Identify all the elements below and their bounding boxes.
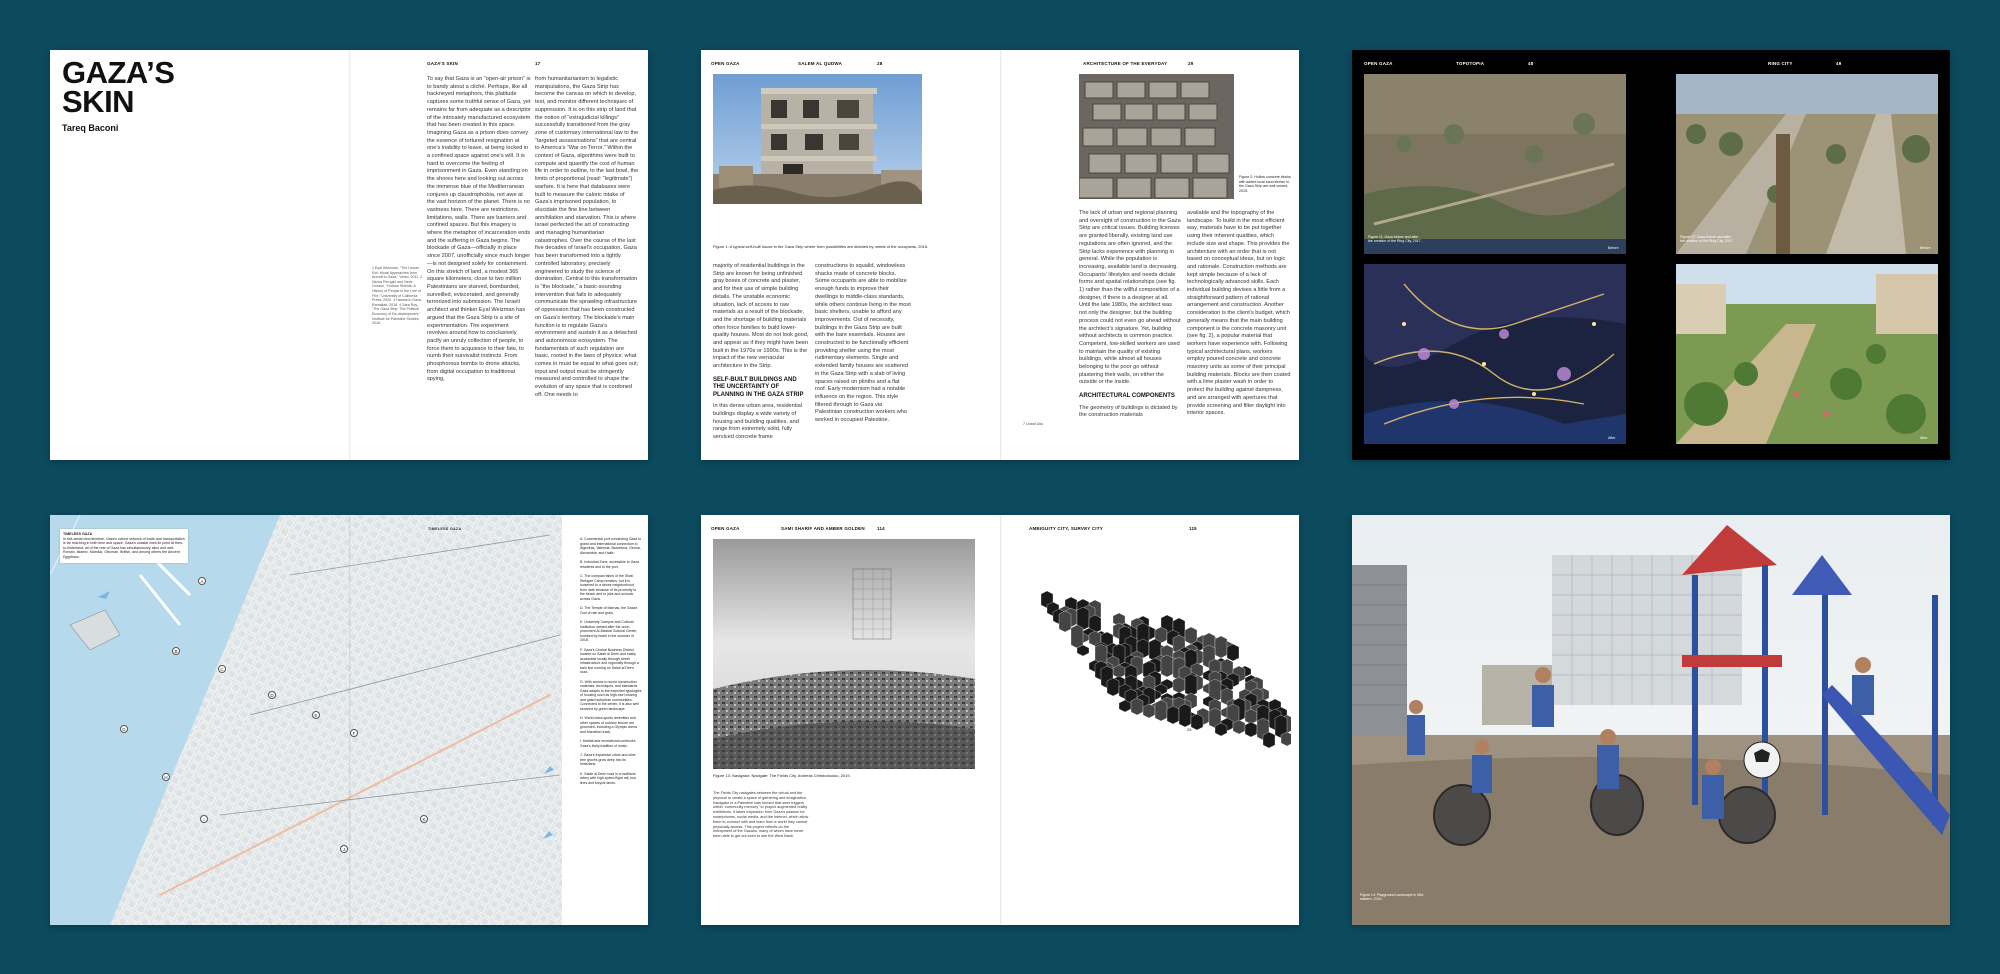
footnotes: 1 Eyal Weizman, “The Lesser Evil: Moral Approaches from Arendt to Gaza,” Verso, 2011. 2 Nicola Perugini and Neve Gordon, “Human Shields: A History of People in the Line of Fire,” University of California Press, 2020. 3 Hamas in Gaza, Ramallah, 2018. 4 Sara Roy, “The Gaza Strip: The Political Economy of De-development,” Institute for Palestine Studies, 2016. [372,266,423,326]
iso-block [1185,627,1197,644]
iso-block [1173,677,1185,693]
spread-gazas-skin [50,50,648,460]
spread-architecture-everyday [701,50,1299,460]
text-column-2: from humanitarianism to legalistic manipulations, the Gaza Strip has become the canvas on which to develop, test, and monitor different techniques of suppression. It is on this strip of land that the notion of “extrajudicial killings” successfully transitioned from the gray zone of customary international law to the “targeted assassinations” that are central to America’s “War on Terror.” Within the context of Gaza, algorithms were built to compute and quantify the cost of human life in order to outline, to the last bowl, the limits of proportional (read: “legitimate”) warfare. It is here that databases were built to measure the caloric intake of Gaza’s imprisoned population, to elucidate the fine line between annihilation and starvation. This is where Israel perfected the art of constructing and managing humanitarian catastrophes. Over the course of the last five decades of Israel’s occupation, Gaza has been transformed into a tightly controlled laboratory, precisely engineered to study the science of domination. Central to this transformation is “the blockade,” a basic-sounding intervention that fails to adequately communicate the sprawling infrastructure of oppression that has been constructed on Gaza’s territory. The blockade’s main function is to regulate Gaza’s environment and sustain it as a detached and autonomous ecosystem. The fundamentals of such regulation are basic, rooted in the laws of physics: what comes in must be equal to what goes out; input and output must be stringently measured and controlled to shape the evolution of any space that is cordoned off. One needs to [535,76,639,398]
text-column-a-body: majority of residential buildings in the Strip are known for being unfinished gray boxes of concrete and plaster, and for their use of simple building details. The unstable economic situation, lack of access to raw materials as a result of the blockade, and the shortage of building materials often force families to build lower-quality houses. Most do not look good, and appear as if they might have been built in the 1970s or 1990s. This is the impact of the new vernacular architecture in the Strip. [713,263,809,370]
road-before-image [1676,74,1938,254]
map-marker: D [268,691,276,699]
figure-12-caption: Figure 12: Gaza before and after the creation of the Ring City, 2017. [1680,235,1734,244]
figure-house-photo [713,74,922,204]
isometric-city-drawing [1021,585,1291,755]
map-legend [580,537,642,790]
gaza-map [50,515,562,925]
running-head-right: ARCHITECTURE OF THE EVERYDAY [1083,61,1168,66]
spread-timeless-gaza [50,515,648,925]
text-column-d: available and the topography of the landscape. To build in the most efficient way, materials have to be put together using their inherent qualities, which include size and shape. This provides the architecture with an order that is not based on conceptual ideas, but on logic and rationale. Construction methods are kept simple because of a lack of technologically advanced skills. Each individual building devises a little from a straightforward pattern of rational arrangement and construction. Another consideration is the client’s budget, which generally means that the main building component is the concrete masonry unit (see fig. 2), a popular material that workers have experience with. Following typical architectural plans, workers employ poured concrete and concrete masonry units as some of their principal building materials. Blocks are then coated with a lime plaster wash in order to protect the building against dampness, and are arranged with apertures that provide screening and filter daylight into interior spaces. [1187,210,1291,417]
page-fold [349,50,351,460]
page-number-right: 29 [1188,61,1194,66]
section-heading-self-built: SELF-BUILT BUILDINGS AND THE UNCERTAINTY OF PLANNING IN THE GAZA STRIP [713,376,804,398]
page-number: 17 [535,61,541,66]
iso-block [1227,644,1239,661]
essay-title: GAZA’S SKIN [62,55,175,119]
label-before-right: Before [1920,246,1931,250]
iso-block [1281,732,1291,746]
map-marker: I [200,815,208,823]
scale-label: 25 [1187,727,1192,732]
map-legend-item: I. Martial arts recreational continues Gaza’s lively tradition of music. [580,739,636,748]
map-legend-item: C. The compact fabric of the Shati Refugee Camp remains, but it is loosened to a dense neighborhood, from date because of its proximity to the beach and to jobs and schools across Gaza. [580,574,637,601]
iso-block [1263,732,1275,748]
iso-block [1179,704,1191,727]
map-intro-box [60,529,188,563]
map-marker: B [172,647,180,655]
page-fold [1000,50,1002,460]
map-marker: G [120,725,128,733]
iso-block [1131,698,1143,715]
map-legend-item: G. With access to world construction materials, techniques, and standards Gaza adapts to the expected typologies of housing such as high-rise housing and gated suburban communities. Connected to the center, it is also well serviced by green landscape. [580,679,642,711]
text-column-b: constructions to squalid, windowless shacks made of concrete blocks. Some occupants are able to mobilize enough funds to improve their dwellings to middle-class standards, while others continue living in the most basic shelters, unable to afford any improvements. Out of necessity, buildings in the Gaza Strip are built with the bare essentials. Houses are constructed to be functionally efficient providing shelter using the most rudimentary elements. Single and extended family houses are scattered in the Gaza Strip with a slab of living spaces raised on plinths and a flat roof. Early modernism had a notable influence on the region. This style filtered through to Gaza via Palestinian construction workers who worked in occupied Palestine. [815,263,911,424]
text-column-1: To say that Gaza is an “open-air prison” is to bandy about a cliché. Perhaps, like all hackneyed metaphors, this platitude captures some truthful sense of Gaza, yet remains far from adequate as a descriptor of the intricately manufactured ecosystem that has been created in this space. Imagining Gaza as a prison does convey the essence of tortured resignation at one’s inability to leave, at being locked in a confined space against one’s will. It is hard to overcome the feeling of imprisonment in Gaza. Even standing on the shores here and looking out across the immense blue of the Mediterranean conjures up claustrophobia, not awe at the vast horizon of the planet. There is no vastness here. There are restrictions, limitations, walls. There are barriers and confined spaces. But this imagery is where the metaphor of incarceration ends and the suffering in Gaza begins. The blockade of Gaza—officially in place since 2007, unofficially since much longer—is not designed solely for containment. On this stretch of land, a modest 365 square kilometers, close to two million Palestinians are starved, bombarded, surveilled, eviscerated, and generally terrorized into submission. The Israeli architect and thinker Eyal Weizman has argued that the Gaza Strip is a site of experimentation. The experiment revolves around how to conclusively pacify an unruly collection of people, to force them to acquiesce to their fate, to numb their survivalist instincts. From phosphorous bombs to drone attacks, from digital occupation to traditional spying, [427,76,531,383]
iso-block [1233,720,1245,734]
map-marker: H [162,773,170,781]
running-head-left: GAZA’S SKIN [427,61,458,66]
iso-block [1071,625,1083,648]
aerial-before-image [1364,74,1626,254]
iso-block [1161,655,1173,677]
label-after-left: After [1608,436,1616,440]
after-aerial-left [1364,264,1626,444]
page-number-left: 48 [1528,61,1534,66]
running-head-topotopia: TOPOTOPIA [1456,61,1485,66]
page-fold [349,515,351,925]
playground-photo [1352,515,1950,925]
page-fold [1000,515,1002,925]
iso-block [1167,706,1179,724]
map-legend-item: J. Gaza’s expansive citrus and olive tree groves grow deep into its hinterland. [580,753,636,766]
figure-1-caption: Figure 1: A typical self-built house in the Gaza Strip where form possibilities are dictated by needs of the occupants, 2015. [713,244,929,249]
label-after-right: After [1920,436,1928,440]
map-legend-item: A. Commercial port connecting Gaza to grand and international connection to Algeciras, Valencia, Barcelona, Genoa, Alexandria, and Haifa. [580,537,642,555]
figure-2-caption: Figure 2: Hollow concrete blocks with added local sand strewn in the Gaza Strip are well versed, 2015. [1239,175,1291,193]
label-before-left: Before [1608,246,1619,250]
map-legend-item: B. Industrial Zone, accessible to Gaza residents and to the port. [580,560,639,569]
iso-block [1143,704,1155,718]
house-illustration [713,74,922,204]
before-aerial-left [1364,74,1626,254]
spread-playground-photo [1352,515,1950,925]
iso-block [1245,709,1257,724]
section-heading-components: ARCHITECTURAL COMPONENTS [1079,393,1175,400]
iso-block [1185,674,1197,696]
text-column-a-continued: In this dense urban area, residential buildings display a wide variety of housing and building qualities, and range from extremely solid, fully serviced concrete frame [713,403,802,441]
map-marker: F [350,729,358,737]
footnotes-right: 7 Ucasit Alia [1023,422,1043,426]
map-legend-item: E. University Campus and Cultural Institution named after the once-prominent Al-Mashal Cultural Center, bombed by Israel in the summer of 2018. [580,620,638,642]
bw-city-collage [713,539,975,769]
map-marker: E [312,711,320,719]
after-road-right [1676,264,1938,444]
map-legend-item: F. Gaza’s Central Business District located on Salah al Deen and easily accessible locally through street infrastructure and regionally through a train line running on Salah al Deen road. [580,647,639,674]
iso-block [1215,723,1227,736]
navigator-body-text: The Fields City navigates between the virtual and the physical to create a space of gathering and imagination. Navigator in a Palestine was formed that sees triggers within “community memory” to project augmented reality exhibitions. It takes inspiration from Gaza’s passion for smartphones, social media, and the internet, which allow them to connect with and learn from a world they cannot physically access. This project reflects on the entrapment of the Gazans, many of whom have never been able to get out even to see the West Bank. [713,791,809,839]
isometric-city-svg [1021,585,1291,755]
text-column-c-continued: The geometry of buildings is dictated by the construction materials [1079,404,1178,419]
figure-13-caption: Figure 13: Navigator: Navigate: The Fields City. Andreas Christodoulou, 2019. [713,773,851,778]
iso-block [1191,714,1203,730]
text-column-c [1079,210,1181,456]
iso-block [1245,722,1257,737]
page-number-left: 28 [877,61,883,66]
figure-11-caption: Figure 11: Gaza before and after the creation of the Ring City, 2017. [1368,235,1422,244]
map-marker: J [340,845,348,853]
iso-block [1107,678,1119,696]
text-column-a [713,263,809,456]
iso-block [1155,700,1167,721]
aerial-after-image [1364,264,1626,444]
running-head-author: SALEM AL QUDWA [798,61,843,66]
road-after-image [1676,264,1938,444]
spread-ring-city [1352,50,1950,460]
map-intro-text: In this aerial view timeline, Gaza’s robust network of trade and transportation is far reaching in both time and space. Gaza’s coastal lines lie point at then-to-hinterland; all of the rest of Gaza has simultaneously alive and well. Roman, Islamic, Mamluk, Ottoman, British, and among others the Ancient Egyptians. [63,536,185,559]
map-marker: K [420,815,428,823]
spread-ambiguity-city [701,515,1299,925]
page-number-right: 115 [1189,526,1197,531]
map-legend-item: D. The Temple of Marnas, the Gazan God of rain and grain. [580,606,638,615]
concrete-blocks-illustration [1079,74,1234,199]
iso-block [1215,636,1227,658]
running-head-open-gaza: OPEN GAZA [1364,61,1393,66]
before-road-right [1676,74,1938,254]
running-head-authors: SAMI SHARIF AND AMBER GOLDEN [781,526,865,531]
figure-navigator-photo [713,539,975,769]
map-legend-item: H. World class sports amenities and other spaces of outdoor leisure are grounded, including a Olympic arena and Marathon track. [580,716,638,734]
figure-blocks-photo [1079,74,1234,199]
map-legend-item: K. Salah al Deen road is a multilane artery with high-speed flight rail, bus lines and bicycle lanes. [580,771,637,785]
figure-14-caption: Figure 14: Playground Landscape in Mid-eastern, 2019. [1360,893,1425,902]
running-head-right: AMBIGUITY CITY, SURVEY CITY [1029,526,1103,531]
running-head-open-gaza: OPEN GAZA [711,526,740,531]
iso-block [1059,611,1071,632]
gaza-map-drawing [50,515,562,925]
map-marker: A [198,577,206,585]
map-title: TIMELESS GAZA [63,532,93,536]
running-head-open-gaza: OPEN GAZA [711,61,740,66]
text-column-c-body: The lack of urban and regional planning and oversight of construction in the Gaza Strip are critical issues. Building licenses are granted liberally, existing land use regulations are often ignored, and the Strip lacks experience with planning in general. While the population is increasing, available land is decreasing. Occupants’ lifestyles and needs dictate forms and spatial relationships (see fig. 1) rather than the willful composition of a designer, if there is a designer at all. Until the late 1980s, the architect was not only the designer, but the building process could not even go ahead without the architect’s signature. Yet, building without architects is common practice. Competent, low-skilled workers are used to maintain the quality of existing buildings, while almost all houses belonging to the poor go without plastering their walls, on either the outside or the inside. [1079,210,1181,386]
running-head-right: TIMELESS GAZA [428,527,462,531]
page-number-right: 49 [1836,61,1842,66]
essay-author: Tareq Baconi [62,123,119,133]
page-number-left: 114 [877,526,885,531]
running-head-ring-city: RING CITY [1768,61,1793,66]
map-marker: C [218,665,226,673]
